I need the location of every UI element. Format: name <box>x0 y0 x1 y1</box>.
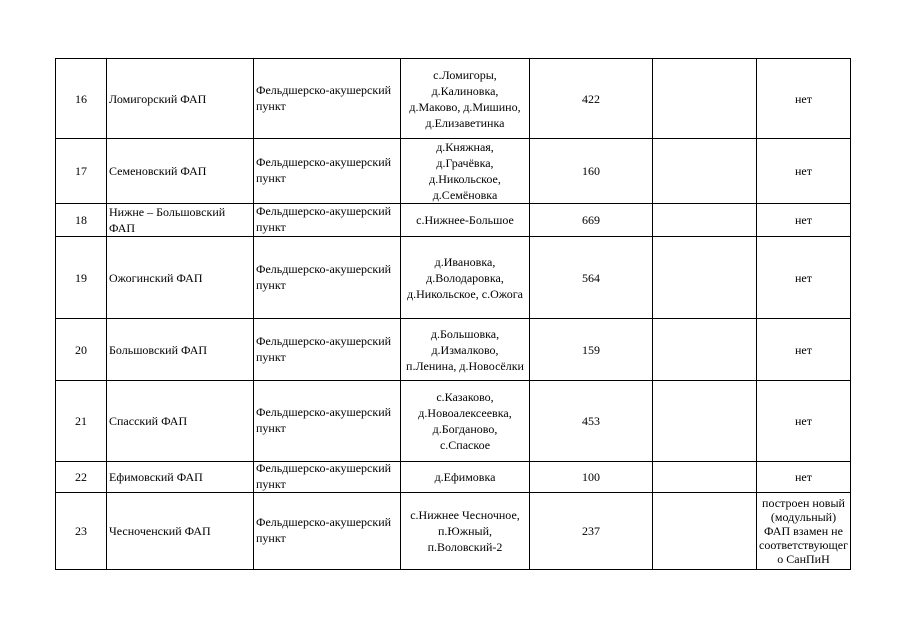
fap-name-cell: Ожогинский ФАП <box>107 237 254 319</box>
settlement-line: с.Нижнее-Большое <box>416 213 514 227</box>
fap-table <box>55 58 851 570</box>
fap-name-cell: Спасский ФАП <box>107 381 254 462</box>
row-number-cell: 16 <box>56 59 107 139</box>
row-number-cell: 22 <box>56 462 107 493</box>
row-number-cell: 21 <box>56 381 107 462</box>
note-cell: нет <box>757 139 851 204</box>
table-row <box>56 319 851 381</box>
table-body <box>56 59 851 570</box>
note-cell: нет <box>757 237 851 319</box>
settlement-line: п.Ленина, д.Новосёлки <box>406 358 524 373</box>
settlement-line: п.Воловский-2 <box>427 540 503 554</box>
note-line: соответствующег <box>759 538 849 552</box>
table-row <box>56 462 851 493</box>
empty-cell <box>653 381 757 462</box>
note-cell <box>757 493 851 570</box>
settlements-cell <box>401 493 530 570</box>
settlement-line: д.Новоалексеевка, <box>418 406 512 420</box>
settlements-cell <box>401 319 530 381</box>
row-number-cell: 19 <box>56 237 107 319</box>
table-row <box>56 237 851 319</box>
note-cell: нет <box>757 319 851 381</box>
note-line: ФАП взамен не <box>764 524 843 538</box>
settlement-line: д.Калиновка, <box>431 83 499 98</box>
facility-type-cell <box>254 462 401 493</box>
settlement-line: д.Ефимовка <box>434 470 496 484</box>
row-number-cell: 20 <box>56 319 107 381</box>
facility-type-text: Фельдшерско-акушерский пункт <box>256 461 392 491</box>
facility-type-text: Фельдшерско-акушерский пункт <box>256 155 392 185</box>
settlement-line: д.Семёновка <box>432 188 498 202</box>
settlements-cell <box>401 204 530 237</box>
settlement-line: д.Володаровка, <box>426 270 504 285</box>
fap-name-cell: Большовский ФАП <box>107 319 254 381</box>
settlement-line: д.Елизаветинка <box>425 115 505 130</box>
row-number-cell: 18 <box>56 204 107 237</box>
population-count-cell: 453 <box>530 381 653 462</box>
facility-type-cell <box>254 59 401 139</box>
settlement-line: д.Грачёвка, <box>436 156 494 170</box>
note-line: построен новый <box>762 496 845 510</box>
facility-type-cell <box>254 381 401 462</box>
row-number-cell: 23 <box>56 493 107 570</box>
facility-type-cell <box>254 319 401 381</box>
facility-type-text: Фельдшерско-акушерский пункт <box>256 204 392 234</box>
empty-cell <box>653 462 757 493</box>
settlement-line: д.Измалково, <box>431 342 499 357</box>
fap-name-cell: Семеновский ФАП <box>107 139 254 204</box>
population-count-cell: 237 <box>530 493 653 570</box>
settlement-line: с.Казаково, <box>436 390 494 404</box>
facility-type-text: Фельдшерско-акушерский пункт <box>256 261 392 292</box>
settlements-cell <box>401 381 530 462</box>
note-line: (модульный) <box>770 510 837 524</box>
fap-name-cell: Ломигорский ФАП <box>107 59 254 139</box>
settlements-cell <box>401 59 530 139</box>
facility-type-cell <box>254 139 401 204</box>
settlement-line: д.Никольское, с.Ожога <box>407 286 523 301</box>
settlement-line: д.Княжная, <box>436 140 494 154</box>
empty-cell <box>653 493 757 570</box>
population-count-cell: 159 <box>530 319 653 381</box>
settlements-cell <box>401 139 530 204</box>
table-row <box>56 381 851 462</box>
fap-name-cell: Ефимовский ФАП <box>107 462 254 493</box>
population-count-cell: 422 <box>530 59 653 139</box>
facility-type-cell <box>254 204 401 237</box>
note-line: о СанПиН <box>777 552 830 566</box>
row-number-cell: 17 <box>56 139 107 204</box>
empty-cell <box>653 237 757 319</box>
facility-type-text: Фельдшерско-акушерский пункт <box>256 405 392 435</box>
settlements-cell <box>401 237 530 319</box>
population-count-cell: 669 <box>530 204 653 237</box>
table-row <box>56 139 851 204</box>
table-row <box>56 59 851 139</box>
population-count-cell: 564 <box>530 237 653 319</box>
settlement-line: с.Нижнее Чесночное, <box>410 508 520 522</box>
note-cell: нет <box>757 462 851 493</box>
empty-cell <box>653 204 757 237</box>
facility-type-text: Фельдшерско-акушерский пункт <box>256 515 392 545</box>
facility-type-cell <box>254 237 401 319</box>
fap-name-cell: Чесноченский ФАП <box>107 493 254 570</box>
note-cell: нет <box>757 59 851 139</box>
facility-type-cell <box>254 493 401 570</box>
empty-cell <box>653 59 757 139</box>
settlement-line: д.Маково, д.Мишино, <box>409 99 521 114</box>
empty-cell <box>653 319 757 381</box>
settlement-line: д.Никольское, <box>429 172 501 186</box>
fap-name-cell: Нижне – Большовский ФАП <box>107 204 254 237</box>
facility-type-text: Фельдшерско-акушерский пункт <box>256 333 392 364</box>
population-count-cell: 160 <box>530 139 653 204</box>
table-row <box>56 204 851 237</box>
settlement-line: с.Ломигоры, <box>433 67 497 82</box>
empty-cell <box>653 139 757 204</box>
settlement-line: с.Спаское <box>439 438 491 452</box>
settlement-line: д.Ивановка, <box>434 254 496 269</box>
settlement-line: д.Богданово, <box>432 422 498 436</box>
note-cell: нет <box>757 381 851 462</box>
facility-type-text: Фельдшерско-акушерский пункт <box>256 82 392 113</box>
note-cell: нет <box>757 204 851 237</box>
settlement-line: п.Южный, <box>437 524 493 538</box>
table-row <box>56 493 851 570</box>
population-count-cell: 100 <box>530 462 653 493</box>
settlements-cell <box>401 462 530 493</box>
settlement-line: д.Большовка, <box>430 326 500 341</box>
